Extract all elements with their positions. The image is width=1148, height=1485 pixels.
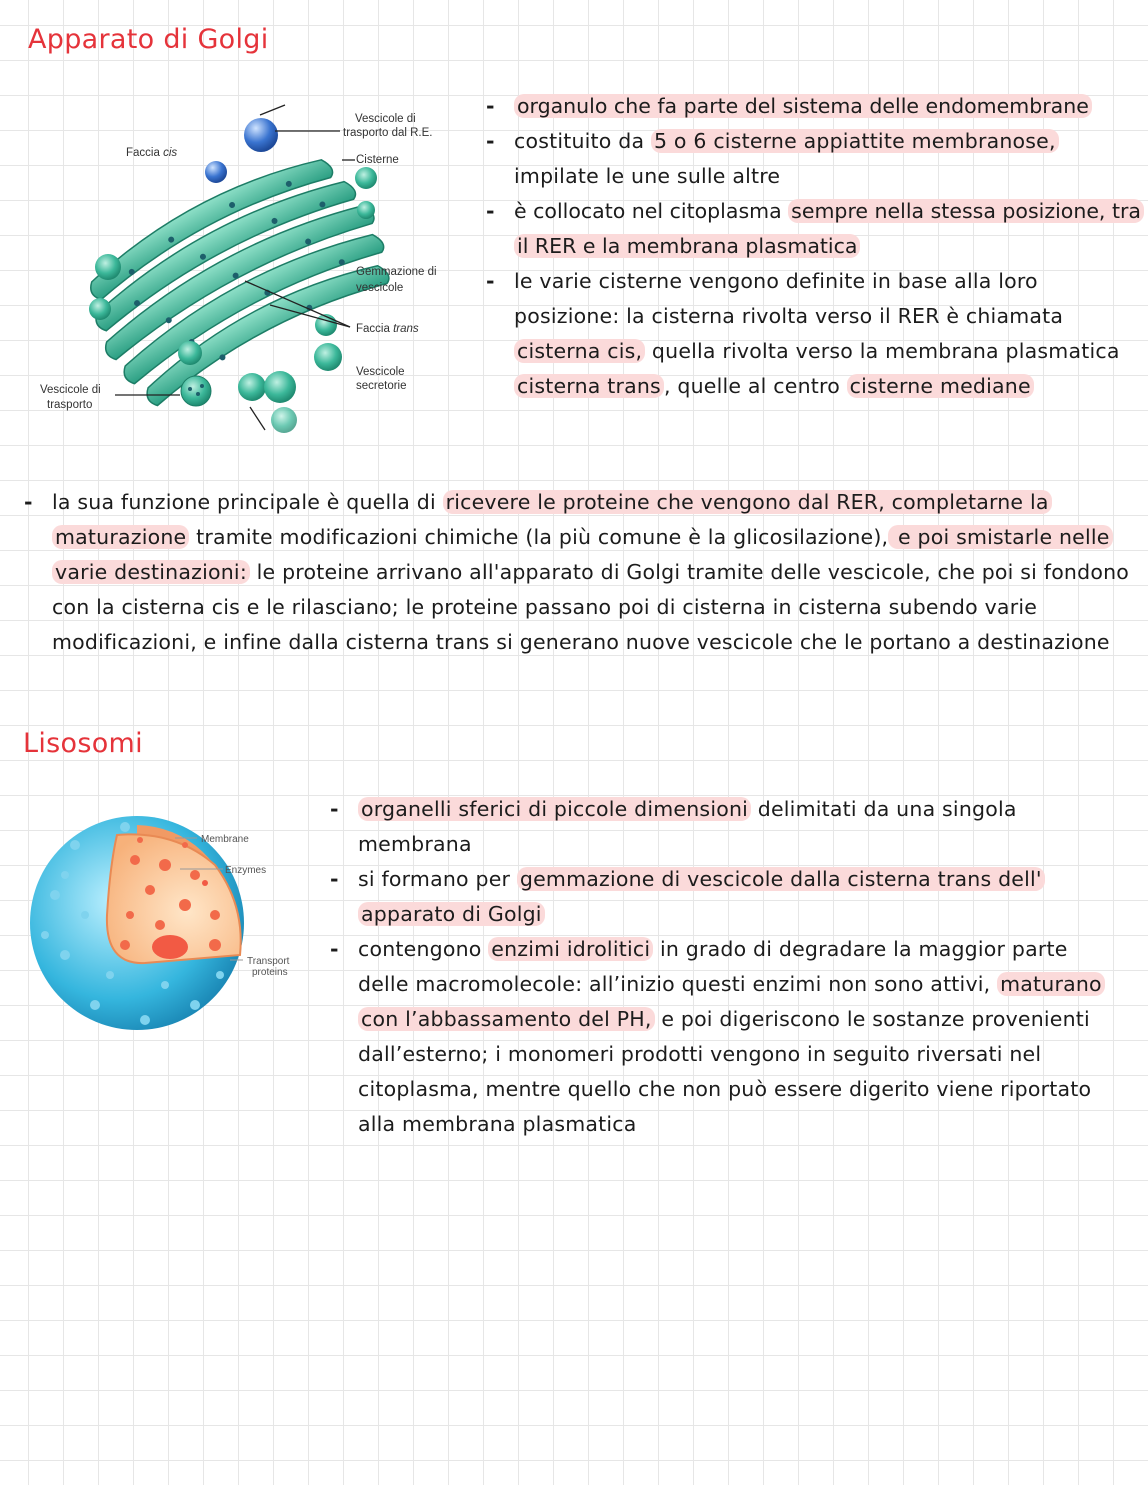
golgi-bullet-4-text-c: , quelle al centro (663, 374, 847, 398)
lisosomi-bullet-1 (330, 792, 1120, 862)
lisosomi-bullet-2 (330, 862, 1120, 932)
golgi-label-vescicole-re: Vescicole di (355, 113, 416, 125)
lisosomi-bullet-list (330, 792, 1120, 1142)
golgi-function-highlight-1: ricevere le proteine che vengono dal RER, completarne la maturazione (52, 490, 1052, 549)
golgi-function-text-a: la sua funzione principale è quella di (52, 490, 443, 514)
golgi-apparatus-illustration (30, 95, 470, 445)
golgi-figure (30, 95, 470, 445)
golgi-bullet-3-highlight: sempre nella stessa posizione, tra il RER e la membrana plasmatica (514, 199, 1144, 258)
lysosome-illustration (25, 805, 300, 1040)
golgi-heading: Apparato di Golgi (28, 24, 269, 55)
lisosomi-bullet-1-text: delimitati da una singola membrana (358, 797, 1017, 856)
golgi-label-vescicole-trasporto: Vescicole di (40, 384, 101, 396)
golgi-bullet-list (486, 89, 1144, 404)
golgi-bullet-1-text: organulo che fa parte del sistema delle endomembrane (514, 94, 1092, 118)
lisosomi-bullet-3 (330, 932, 1120, 1142)
golgi-bullet-4-highlight-cis: cisterna cis, (514, 339, 645, 363)
golgi-function-highlight-2: e poi smistarle nelle varie destinazioni: (52, 525, 1113, 584)
golgi-bullet-4 (486, 264, 1144, 404)
lisosomi-bullet-3-highlight-1: enzimi idrolitici (488, 937, 653, 961)
golgi-bullet-2-text-b: impilate le une sulle altre (514, 164, 781, 188)
lisosomi-label-transport-2: proteins (252, 967, 288, 978)
lisosomi-bullet-1-highlight: organelli sferici di piccole dimensioni (358, 797, 751, 821)
golgi-bullet-2-text-a: costituito da (514, 129, 651, 153)
lisosomi-bullet-3-text-c: e poi digeriscono le sostanze provenienti dall’esterno; i monomeri prodotti vengono in seguito riversati nel citoplasma, mentre quello che non può essere digerito viene riportato alla membrana plasmatica (358, 1007, 1092, 1136)
lisosomi-bullet-3-text-a: contengono (358, 937, 489, 961)
golgi-label-faccia-cis: Faccia cis (126, 147, 178, 159)
lisosomi-bullet-3-text-b: in grado di degradare la maggior parte delle macromolecole: all’inizio questi enzimi non sono attivi, (358, 937, 1068, 996)
lisosomi-bullet-2-text: si formano per (358, 867, 517, 891)
golgi-bullet-4-highlight-trans: cisterna trans (514, 374, 664, 398)
lisosomi-bullet-3-highlight-2: maturano con l’abbassamento del PH, (358, 972, 1105, 1031)
golgi-bullet-2-highlight: 5 o 6 cisterne appiattite membranose, (651, 129, 1059, 153)
lisosomi-bullet-2-highlight: gemmazione di vescicole dalla cisterna trans dell' apparato di Golgi (358, 867, 1045, 926)
golgi-bullet-1 (486, 89, 1144, 124)
golgi-bullet-4-text-a: le varie cisterne vengono definite in base alla loro posizione: la cisterna rivolta verso il RER è chiamata (514, 269, 1064, 328)
golgi-function-bullet (24, 485, 1134, 660)
golgi-label-faccia-trans: Faccia trans (356, 323, 419, 335)
golgi-bullet-4-text-b: quella rivolta verso la membrana plasmatica (645, 339, 1120, 363)
golgi-bullet-3-text-a: è collocato nel citoplasma (514, 199, 789, 223)
golgi-label-gemmazione-2: vescicole (356, 282, 404, 294)
golgi-bullet-2 (486, 124, 1144, 194)
golgi-label-gemmazione: Gemmazione di (356, 266, 437, 278)
lisosomi-label-transport: Transport (247, 956, 290, 967)
golgi-function-text-b: tramite modificazioni chimiche (la più comune è la glicosilazione), (189, 525, 889, 549)
golgi-function-text-c: le proteine arrivano all'apparato di Golgi tramite delle vescicole, che poi si fondono con la cisterna cis e le rilasciano; le proteine passano poi di cisterna in cisterna subendo varie modificazioni, e infine dalla cisterna trans si generano nuove vescicole che le portano a destinazione (52, 560, 1130, 654)
lisosomi-label-membrane: Membrane (201, 834, 249, 845)
golgi-bullet-3 (486, 194, 1144, 264)
lisosomi-figure (25, 805, 300, 1040)
golgi-label-vescicole-secretorie: Vescicole (356, 366, 405, 378)
golgi-bullet-4-highlight-mediane: cisterne mediane (847, 374, 1034, 398)
lisosomi-label-enzymes: Enzymes (225, 865, 267, 876)
golgi-function-paragraph (24, 485, 1134, 660)
lisosomi-heading: Lisosomi (23, 728, 143, 759)
golgi-label-vescicole-re-2: trasporto dal R.E. (343, 127, 433, 139)
golgi-label-cisterne: Cisterne (356, 154, 399, 166)
golgi-label-vescicole-trasporto-2: trasporto (47, 399, 93, 411)
golgi-label-vescicole-secretorie-2: secretorie (356, 380, 407, 392)
